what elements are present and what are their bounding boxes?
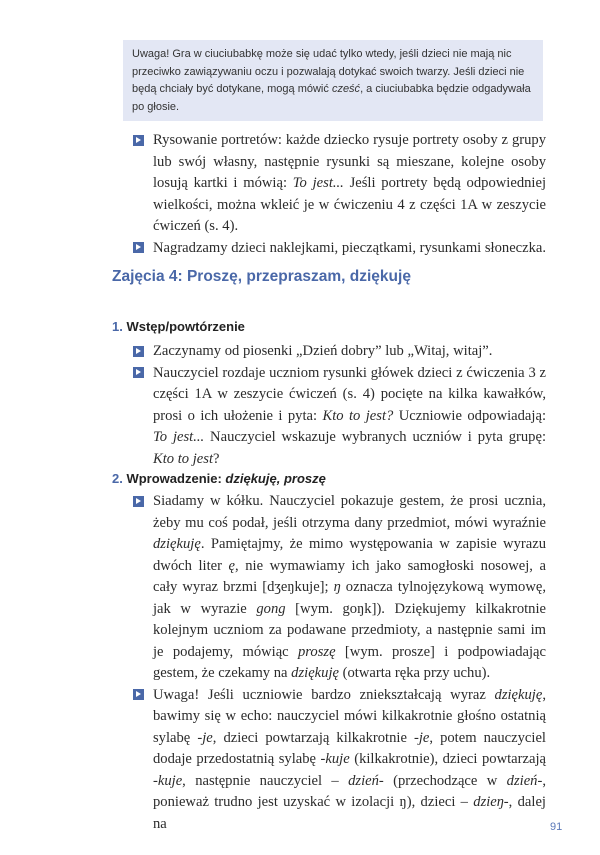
list-item-text: Nagradzamy dzieci naklejkami, pieczątkami, rysunkami słoneczka.	[153, 239, 547, 256]
list-item-text: Rysowanie portretów: każde dziecko rysuje portrety osoby z grupy lub swój własny, następnie rysunki są mieszane, kolejne osoby losują kartki i mówią: To jest... Jeśli portrety będą odpowiedniej wielkości, można wkleić je w ćwiczeniu 4 z części 1A w zeszycie ćwiczeń (s. 4).	[153, 132, 546, 234]
list-item-text: Zaczynamy od piosenki „Dzień dobry” lub „Witaj, witaj”.	[153, 343, 493, 359]
arrow-bullet-icon	[133, 689, 144, 700]
list-item-text: Siadamy w kółku. Nauczyciel pokazuje gestem, że prosi ucznia, żeby mu coś podał, jeśli otrzyma dany przedmiot, mówi wyraźnie dziękuję. Pamiętajmy, że mimo występowania w zapisie wyrazu dwóch liter ę, nie wymawiamy ich jako samogłoski nosowej, a cały wyraz brzmi [dʒeŋkuje]; ŋ oznacza tylnojęzykową wymowę, jak w wyrazie gong [wym. goŋk]). Dziękujemy kilkakrotnie kolejnym uczniom za podawane przedmioty, a następnie sami im je podajemy, mówiąc proszę [wym. prosze] i podpowiadając gestem, że czekamy na dziękuję (otwarta ręka przy uchu).	[153, 493, 546, 681]
note-box	[123, 40, 543, 121]
list-item	[133, 238, 546, 260]
arrow-bullet-icon	[133, 135, 144, 146]
section-heading: Zajęcia 4: Proszę, przepraszam, dziękuję	[112, 268, 411, 285]
subheading-number: 1.	[112, 319, 123, 334]
note-italic: cześć	[331, 83, 361, 95]
subheading	[112, 319, 245, 334]
subheading-title: Wprowadzenie:	[126, 471, 226, 486]
note-text: , a ciuciubabka będzie odgadywała po głosie.	[132, 83, 531, 113]
list-item	[133, 363, 546, 471]
list-item-text: Nauczyciel rozdaje uczniom rysunki główek dzieci z ćwiczenia 3 z części 1A w zeszycie ćwiczeń (s. 4) pocięte na kilka kawałków, prosi o ich ułożenie i pyta: Kto to jest? Uczniowie odpowiadają: To jest... Nauczyciel wskazuje wybranych uczniów i pyta grupę: Kto to jest?	[153, 364, 546, 467]
list-item	[133, 130, 546, 238]
page-number: 91	[550, 821, 563, 833]
subheading-title: Wstęp/powtórzenie	[126, 319, 245, 334]
list-item-text: Uwaga! Jeśli uczniowie bardzo zniekształcają wyraz dziękuję, bawimy się w echo: nauczyciel mówi kilkakrotnie głośno ostatnią sylabę -je, dzieci powtarzają kilkakrotnie -je, potem nauczyciel dodaje przedostatnią sylabę -kuje (kilkakrotnie), dzieci powtarzają -kuje, następnie nauczyciel – dzień- (przechodzące w dzień-, ponieważ trudno jest uzyskać w izolacji ŋ), dzieci – dzieŋ-, dalej na	[153, 686, 546, 832]
list-item	[133, 491, 546, 685]
subheading-number: 2.	[112, 471, 123, 486]
list-sub1	[133, 341, 546, 470]
subheading	[112, 471, 326, 486]
note-text: Uwaga! Gra w ciuciubabkę może się udać tylko wtedy, jeśli dzieci nie mają nic przeciwko zawiązywaniu oczu i pozwalają dotykać swoich twarzy. Jeśli dzieci nie będą chciały być dotykane, mogą mówić	[132, 48, 525, 95]
arrow-bullet-icon	[133, 496, 144, 507]
top-list	[133, 130, 546, 259]
list-item	[133, 685, 546, 836]
list-sub2	[133, 491, 546, 835]
arrow-bullet-icon	[133, 346, 144, 357]
list-item	[133, 341, 546, 363]
subheading-title-italic: dziękuję, proszę	[225, 471, 326, 486]
arrow-bullet-icon	[133, 367, 144, 378]
arrow-bullet-icon	[133, 242, 144, 253]
